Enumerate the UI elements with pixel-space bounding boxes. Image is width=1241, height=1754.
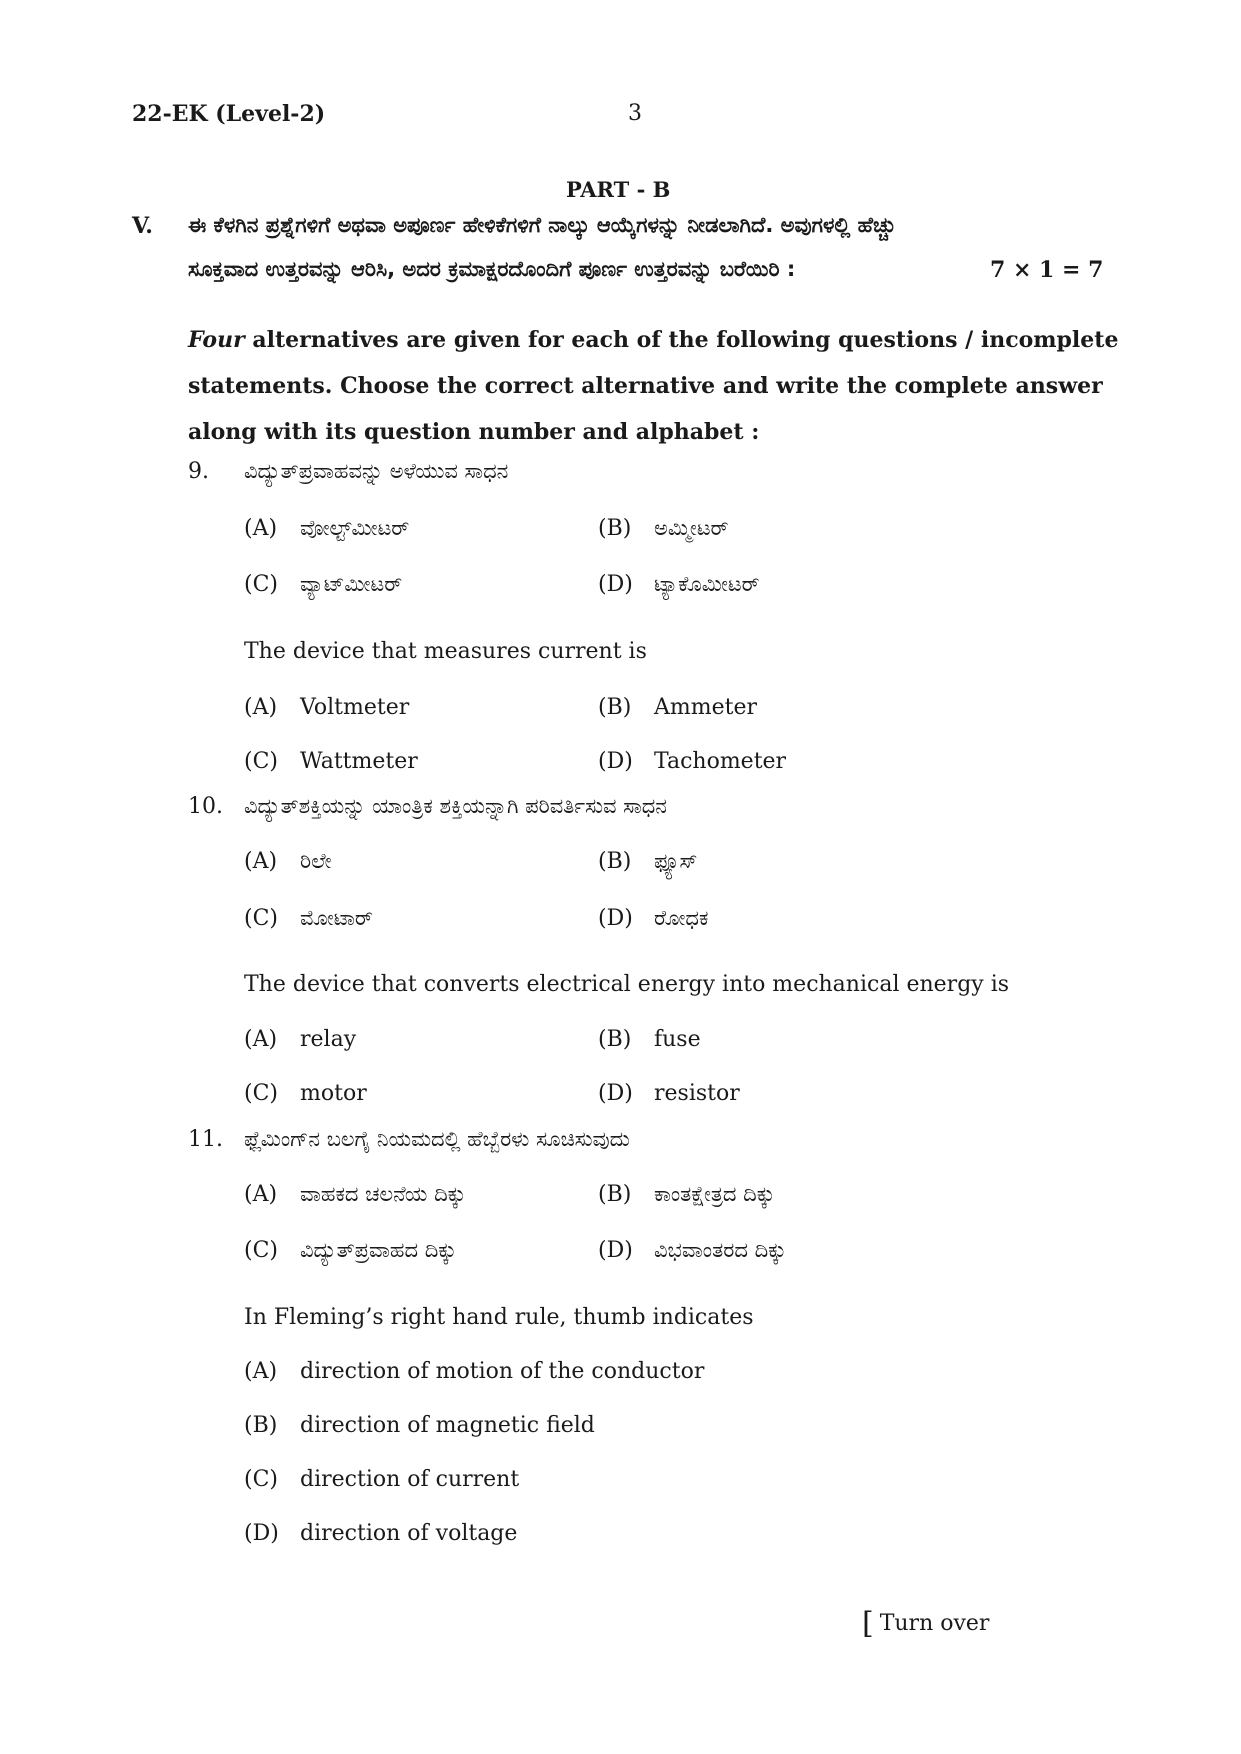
question-kannada-text: ಫ್ಲೆಮಿಂಗ್‌ನ ಬಲಗೈ ನಿಯಮದಲ್ಲಿ ಹೆಬ್ಬೆರಳು ಸೂಚಿಸುವುದು bbox=[244, 1127, 630, 1151]
english-instruction-line-1-rest: alternatives are given for each of the following questions / incomplete bbox=[252, 327, 1119, 353]
option-label: (B) bbox=[598, 1027, 632, 1052]
option-label: (C) bbox=[244, 749, 278, 774]
english-instruction-line-2: statements. Choose the correct alternative and write the complete answer bbox=[188, 373, 1103, 399]
option-label: (A) bbox=[244, 849, 278, 874]
option-kannada-text: ಟ್ಯಾಕೊಮೀಟರ್ bbox=[654, 572, 760, 596]
kannada-instruction-line-2: ಸೂಕ್ತವಾದ ಉತ್ತರವನ್ನು ಆರಿಸಿ, ಅದರ ಕ್ರಮಾಕ್ಷರದೊಂದಿಗೆ ಪೂರ್ಣ ಉತ್ತರವನ್ನು ಬರೆಯಿರಿ : bbox=[188, 257, 796, 281]
option-label: (D) bbox=[244, 1521, 279, 1546]
option-label: (C) bbox=[244, 1467, 278, 1492]
option-label: (B) bbox=[598, 695, 632, 720]
option-english-text: resistor bbox=[654, 1081, 740, 1106]
option-english-text: Wattmeter bbox=[300, 749, 418, 774]
option-label: (C) bbox=[244, 1238, 278, 1263]
option-english-text: direction of motion of the conductor bbox=[300, 1359, 705, 1384]
option-english-text: direction of magnetic field bbox=[300, 1413, 595, 1438]
section-marks: 7 × 1 = 7 bbox=[990, 257, 1104, 283]
question-kannada-text: ವಿದ್ಯುತ್‌ಪ್ರವಾಹವನ್ನು ಅಳೆಯುವ ಸಾಧನ bbox=[244, 459, 509, 483]
option-kannada-text: ವಾಹಕದ ಚಲನೆಯ ದಿಕ್ಕು bbox=[300, 1182, 466, 1206]
option-label: (D) bbox=[598, 906, 633, 931]
option-kannada-text: ರೋಧಕ bbox=[654, 906, 709, 930]
question-number: 11. bbox=[188, 1127, 223, 1152]
turn-over-note bbox=[862, 1606, 990, 1641]
option-english-text: direction of current bbox=[300, 1467, 520, 1492]
option-kannada-text: ಫ್ಯೂಸ್ bbox=[654, 849, 698, 873]
question-kannada-text: ವಿದ್ಯುತ್‌ಶಕ್ತಿಯನ್ನು ಯಾಂತ್ರಿಕ ಶಕ್ತಿಯನ್ನಾಗಿ ಪರಿವರ್ತಿಸುವ ಸಾಧನ bbox=[244, 794, 667, 818]
option-english-text: Tachometer bbox=[654, 749, 787, 774]
option-kannada-text: ವೋಲ್ಟ್‌ಮೀಟರ್ bbox=[300, 516, 410, 540]
option-kannada-text: ಮೋಟಾರ್ bbox=[300, 906, 373, 930]
option-label: (D) bbox=[598, 749, 633, 774]
option-label: (A) bbox=[244, 1027, 278, 1052]
option-label: (D) bbox=[598, 572, 633, 597]
option-english-text: relay bbox=[300, 1027, 357, 1052]
option-kannada-text: ಕಾಂತಕ್ಷೇತ್ರದ ದಿಕ್ಕು bbox=[654, 1182, 775, 1206]
part-title: PART - B bbox=[566, 177, 671, 202]
question-number: 9. bbox=[188, 459, 209, 484]
option-label: (B) bbox=[598, 849, 632, 874]
option-label: (B) bbox=[598, 516, 632, 541]
option-kannada-text: ಅಮ್ಮೀಟರ್ bbox=[654, 516, 729, 540]
option-kannada-text: ವಿದ್ಯುತ್‌ಪ್ರವಾಹದ ದಿಕ್ಕು bbox=[300, 1238, 457, 1262]
question-english-text: In Fleming’s right hand rule, thumb indicates bbox=[244, 1305, 754, 1330]
option-label: (C) bbox=[244, 572, 278, 597]
option-label: (D) bbox=[598, 1238, 633, 1263]
question-english-text: The device that measures current is bbox=[244, 639, 647, 664]
option-kannada-text: ವ್ಯಾಟ್‌ಮೀಟರ್ bbox=[300, 572, 403, 596]
emphasis-four: Four bbox=[188, 327, 245, 353]
question-number: 10. bbox=[188, 794, 223, 819]
option-label: (C) bbox=[244, 1081, 278, 1106]
option-kannada-text: ವಿಭವಾಂತರದ ದಿಕ್ಕು bbox=[654, 1238, 787, 1262]
option-label: (A) bbox=[244, 1182, 278, 1207]
kannada-instruction-line-1: ಈ ಕೆಳಗಿನ ಪ್ರಶ್ನೆಗಳಿಗೆ ಅಥವಾ ಅಪೂರ್ಣ ಹೇಳಿಕೆಗಳಿಗೆ ನಾಲ್ಕು ಆಯ್ಕೆಗಳನ್ನು ನೀಡಲಾಗಿದೆ. ಅವುಗಳಲ್ಲಿ ಹೆಚ್ಚು bbox=[188, 213, 897, 237]
option-english-text: Voltmeter bbox=[300, 695, 410, 720]
english-instruction-line-1 bbox=[188, 317, 1119, 363]
option-label: (A) bbox=[244, 1359, 278, 1384]
turn-over-text: Turn over bbox=[879, 1611, 990, 1636]
page-number: 3 bbox=[628, 101, 642, 126]
option-label: (A) bbox=[244, 695, 278, 720]
option-english-text: motor bbox=[300, 1081, 367, 1106]
option-label: (C) bbox=[244, 906, 278, 931]
option-english-text: fuse bbox=[654, 1027, 701, 1052]
option-english-text: direction of voltage bbox=[300, 1521, 518, 1546]
paper-code: 22-EK (Level-2) bbox=[132, 101, 326, 127]
english-instruction-line-3: along with its question number and alphabet : bbox=[188, 419, 760, 445]
option-label: (B) bbox=[598, 1182, 632, 1207]
section-number: V. bbox=[132, 213, 153, 239]
english-instruction bbox=[188, 317, 1119, 455]
option-kannada-text: ರಿಲೇ bbox=[300, 849, 332, 873]
option-english-text: Ammeter bbox=[654, 695, 758, 720]
option-label: (B) bbox=[244, 1413, 278, 1438]
option-label: (D) bbox=[598, 1081, 633, 1106]
option-label: (A) bbox=[244, 516, 278, 541]
bracket-mark: [ bbox=[862, 1606, 874, 1641]
question-english-text: The device that converts electrical energy into mechanical energy is bbox=[244, 972, 1010, 997]
